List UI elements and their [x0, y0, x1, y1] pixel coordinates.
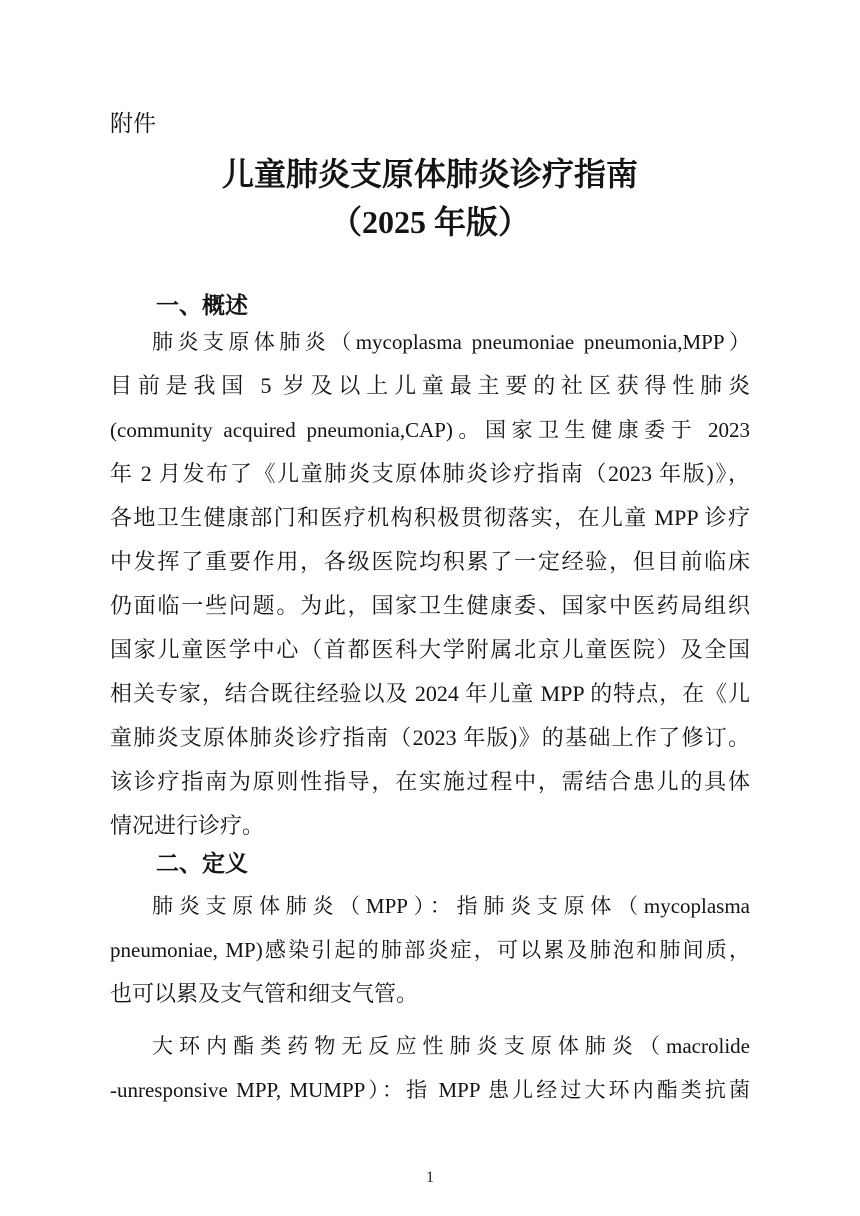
paragraph-line: 大环内酯类药物无反应性肺炎支原体肺炎（macrolide: [152, 1034, 750, 1058]
paragraph-line: 仍面临一些问题。为此，国家卫生健康委、国家中医药局组织: [110, 593, 750, 618]
paragraph-line: 也可以累及支气管和细支气管。: [110, 981, 419, 1006]
document-title-line-2: （2025 年版）: [329, 204, 530, 240]
paragraph-line: 各地卫生健康部门和医疗机构积极贯彻落实，在儿童 MPP 诊疗: [110, 505, 750, 530]
paragraph-line: 年 2 月发布了《儿童肺炎支原体肺炎诊疗指南（2023 年版)》，: [110, 461, 750, 486]
paragraph-line: pneumoniae, MP)感染引起的肺部炎症，可以累及肺泡和肺间质，: [110, 938, 750, 962]
paragraph-line: (community acquired pneumonia,CAP)。国家卫生健康委于 2023: [110, 418, 750, 442]
paragraph-line: 肺炎支原体肺炎（mycoplasma pneumoniae pneumonia,MPP）: [152, 330, 750, 354]
paragraph-line: 情况进行诊疗。: [110, 813, 265, 838]
paragraph-line: 相关专家，结合既往经验以及 2024 年儿童 MPP 的特点，在《儿: [110, 681, 750, 706]
page-number: 1: [426, 1169, 434, 1186]
attachment-label: 附件: [110, 110, 156, 136]
document-title: [110, 150, 750, 246]
paragraph-line: 肺炎支原体肺炎（MPP）：指肺炎支原体（mycoplasma: [152, 894, 750, 918]
definition-paragraph-mpp: [110, 884, 750, 1016]
paragraph-line: 国家儿童医学中心（首都医科大学附属北京儿童医院）及全国: [110, 637, 750, 662]
paragraph-line: 中发挥了重要作用，各级医院均积累了一定经验，但目前临床: [110, 549, 750, 574]
paragraph-line: 童肺炎支原体肺炎诊疗指南（2023 年版)》的基础上作了修订。: [110, 725, 750, 750]
document-title-line-1: 儿童肺炎支原体肺炎诊疗指南: [221, 156, 638, 192]
section-heading-definitions: 二、定义: [156, 850, 248, 876]
paragraph-line: 目前是我国 5 岁及以上儿童最主要的社区获得性肺炎: [110, 373, 750, 398]
overview-paragraph: [110, 320, 750, 848]
paragraph-line: -unresponsive MPP, MUMPP）：指 MPP 患儿经过大环内酯类抗菌: [110, 1078, 750, 1102]
paragraph-line: 该诊疗指南为原则性指导，在实施过程中，需结合患儿的具体: [110, 769, 750, 794]
definition-paragraph-mumpp: [110, 1024, 750, 1112]
section-heading-overview: 一、概述: [156, 292, 248, 318]
